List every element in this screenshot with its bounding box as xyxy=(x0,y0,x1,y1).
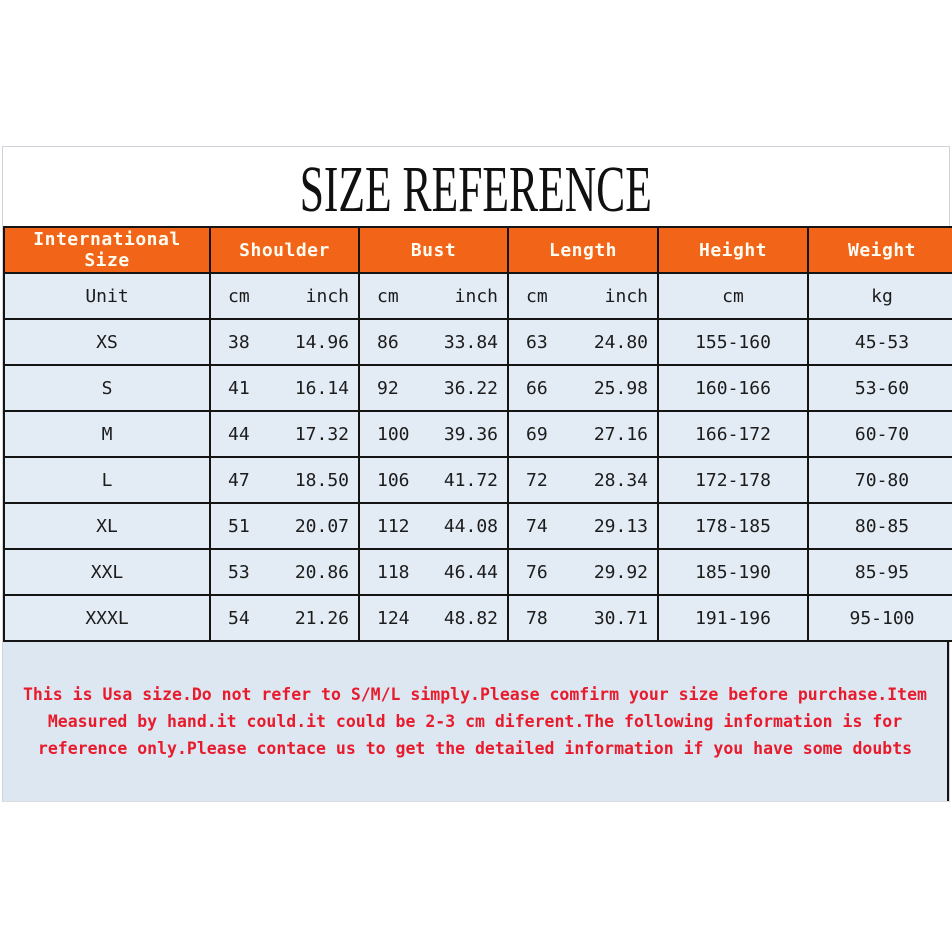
height-cell: cm xyxy=(658,273,808,319)
weight-cell: 45-53 xyxy=(808,319,952,365)
bust-inch-value: 46.44 xyxy=(443,561,498,583)
note-line-3: reference only.Please contace us to get the detailed information if you have some doubts xyxy=(37,739,913,758)
bust-cell xyxy=(359,411,508,457)
height-cell: 166-172 xyxy=(658,411,808,457)
size-label-cell: L xyxy=(4,457,210,503)
length-cm-value: 74 xyxy=(526,515,548,537)
length-cm-value: 69 xyxy=(526,423,548,445)
column-header-weight: Weight xyxy=(808,227,952,273)
height-cell: 185-190 xyxy=(658,549,808,595)
length-inch-value: 25.98 xyxy=(593,377,648,399)
size-table xyxy=(3,226,952,642)
column-header-length: Length xyxy=(508,227,658,273)
table-row-xxl xyxy=(4,549,952,595)
height-cell: 172-178 xyxy=(658,457,808,503)
length-inch-value: 24.80 xyxy=(593,331,648,353)
table-row-s xyxy=(4,365,952,411)
shoulder-cm-value: 51 xyxy=(228,515,250,537)
length-cell xyxy=(508,273,658,319)
shoulder-inch-value: inch xyxy=(305,285,349,307)
shoulder-inch-value: 14.96 xyxy=(294,331,349,353)
shoulder-cm-value: 38 xyxy=(228,331,250,353)
shoulder-inch-value: 16.14 xyxy=(294,377,349,399)
bust-cell xyxy=(359,549,508,595)
weight-cell: 95-100 xyxy=(808,595,952,641)
length-inch-value: inch xyxy=(604,285,648,307)
size-label-cell: S xyxy=(4,365,210,411)
shoulder-cell xyxy=(210,503,359,549)
top-margin xyxy=(0,0,952,146)
bust-cell xyxy=(359,595,508,641)
size-label-cell: XL xyxy=(4,503,210,549)
size-chart-panel xyxy=(2,146,950,802)
size-label-cell: XS xyxy=(4,319,210,365)
bust-cm-value: 86 xyxy=(377,331,399,353)
weight-cell: kg xyxy=(808,273,952,319)
note-line-1: This is Usa size.Do not refer to S/M/L simply.Please comfirm your size before purchase.Item xyxy=(23,685,927,704)
bust-inch-value: 39.36 xyxy=(443,423,498,445)
shoulder-cell xyxy=(210,319,359,365)
shoulder-cm-value: 54 xyxy=(228,607,250,629)
bust-cell xyxy=(359,319,508,365)
bust-cm-value: 100 xyxy=(377,423,410,445)
bust-cm-value: cm xyxy=(377,285,399,307)
length-inch-value: 28.34 xyxy=(593,469,648,491)
length-cell xyxy=(508,549,658,595)
table-row-xxxl xyxy=(4,595,952,641)
shoulder-cm-value: 47 xyxy=(228,469,250,491)
length-cm-value: 78 xyxy=(526,607,548,629)
size-label-cell: Unit xyxy=(4,273,210,319)
length-inch-value: 29.92 xyxy=(593,561,648,583)
bust-cm-value: 118 xyxy=(377,561,410,583)
bust-cm-value: 112 xyxy=(377,515,410,537)
height-cell: 191-196 xyxy=(658,595,808,641)
column-header-height: Height xyxy=(658,227,808,273)
shoulder-inch-value: 21.26 xyxy=(294,607,349,629)
shoulder-cell xyxy=(210,273,359,319)
shoulder-inch-value: 17.32 xyxy=(294,423,349,445)
height-cell: 178-185 xyxy=(658,503,808,549)
bust-cm-value: 106 xyxy=(377,469,410,491)
size-label-cell: M xyxy=(4,411,210,457)
table-row-xl xyxy=(4,503,952,549)
bust-cm-value: 124 xyxy=(377,607,410,629)
table-row-l xyxy=(4,457,952,503)
length-inch-value: 29.13 xyxy=(593,515,648,537)
bust-inch-value: 44.08 xyxy=(443,515,498,537)
shoulder-cell xyxy=(210,411,359,457)
length-cell xyxy=(508,319,658,365)
shoulder-cell xyxy=(210,457,359,503)
column-header-international-size: International Size xyxy=(4,227,210,273)
note-line-2: Measured by hand.it could.it could be 2-3 cm diferent.The following information is for xyxy=(47,712,903,731)
page-title: SIZE REFERENCE xyxy=(299,152,653,226)
shoulder-inch-value: 18.50 xyxy=(294,469,349,491)
length-cm-value: cm xyxy=(526,285,548,307)
length-cm-value: 76 xyxy=(526,561,548,583)
shoulder-cell xyxy=(210,365,359,411)
size-label-cell: XXXL xyxy=(4,595,210,641)
bust-inch-value: 48.82 xyxy=(443,607,498,629)
length-cell xyxy=(508,411,658,457)
bust-cell xyxy=(359,503,508,549)
title-area xyxy=(3,147,949,226)
bust-inch-value: inch xyxy=(454,285,498,307)
header-row xyxy=(4,227,952,273)
length-inch-value: 27.16 xyxy=(593,423,648,445)
weight-cell: 60-70 xyxy=(808,411,952,457)
shoulder-cell xyxy=(210,595,359,641)
shoulder-cm-value: 53 xyxy=(228,561,250,583)
bust-cell xyxy=(359,365,508,411)
note-area xyxy=(3,642,949,801)
bust-cell xyxy=(359,457,508,503)
length-cm-value: 72 xyxy=(526,469,548,491)
weight-cell: 80-85 xyxy=(808,503,952,549)
weight-cell: 53-60 xyxy=(808,365,952,411)
table-row-unit xyxy=(4,273,952,319)
bust-cm-value: 92 xyxy=(377,377,399,399)
shoulder-cm-value: cm xyxy=(228,285,250,307)
weight-cell: 70-80 xyxy=(808,457,952,503)
shoulder-cm-value: 44 xyxy=(228,423,250,445)
bust-inch-value: 33.84 xyxy=(443,331,498,353)
shoulder-cm-value: 41 xyxy=(228,377,250,399)
length-cell xyxy=(508,503,658,549)
height-cell: 160-166 xyxy=(658,365,808,411)
length-cell xyxy=(508,595,658,641)
length-cm-value: 66 xyxy=(526,377,548,399)
weight-cell: 85-95 xyxy=(808,549,952,595)
table-row-m xyxy=(4,411,952,457)
table-row-xs xyxy=(4,319,952,365)
shoulder-cell xyxy=(210,549,359,595)
bust-inch-value: 36.22 xyxy=(443,377,498,399)
bust-inch-value: 41.72 xyxy=(443,469,498,491)
column-header-bust: Bust xyxy=(359,227,508,273)
length-cell xyxy=(508,457,658,503)
size-label-cell: XXL xyxy=(4,549,210,595)
shoulder-inch-value: 20.86 xyxy=(294,561,349,583)
shoulder-inch-value: 20.07 xyxy=(294,515,349,537)
bust-cell xyxy=(359,273,508,319)
height-cell: 155-160 xyxy=(658,319,808,365)
length-cell xyxy=(508,365,658,411)
column-header-shoulder: Shoulder xyxy=(210,227,359,273)
length-cm-value: 63 xyxy=(526,331,548,353)
length-inch-value: 30.71 xyxy=(593,607,648,629)
